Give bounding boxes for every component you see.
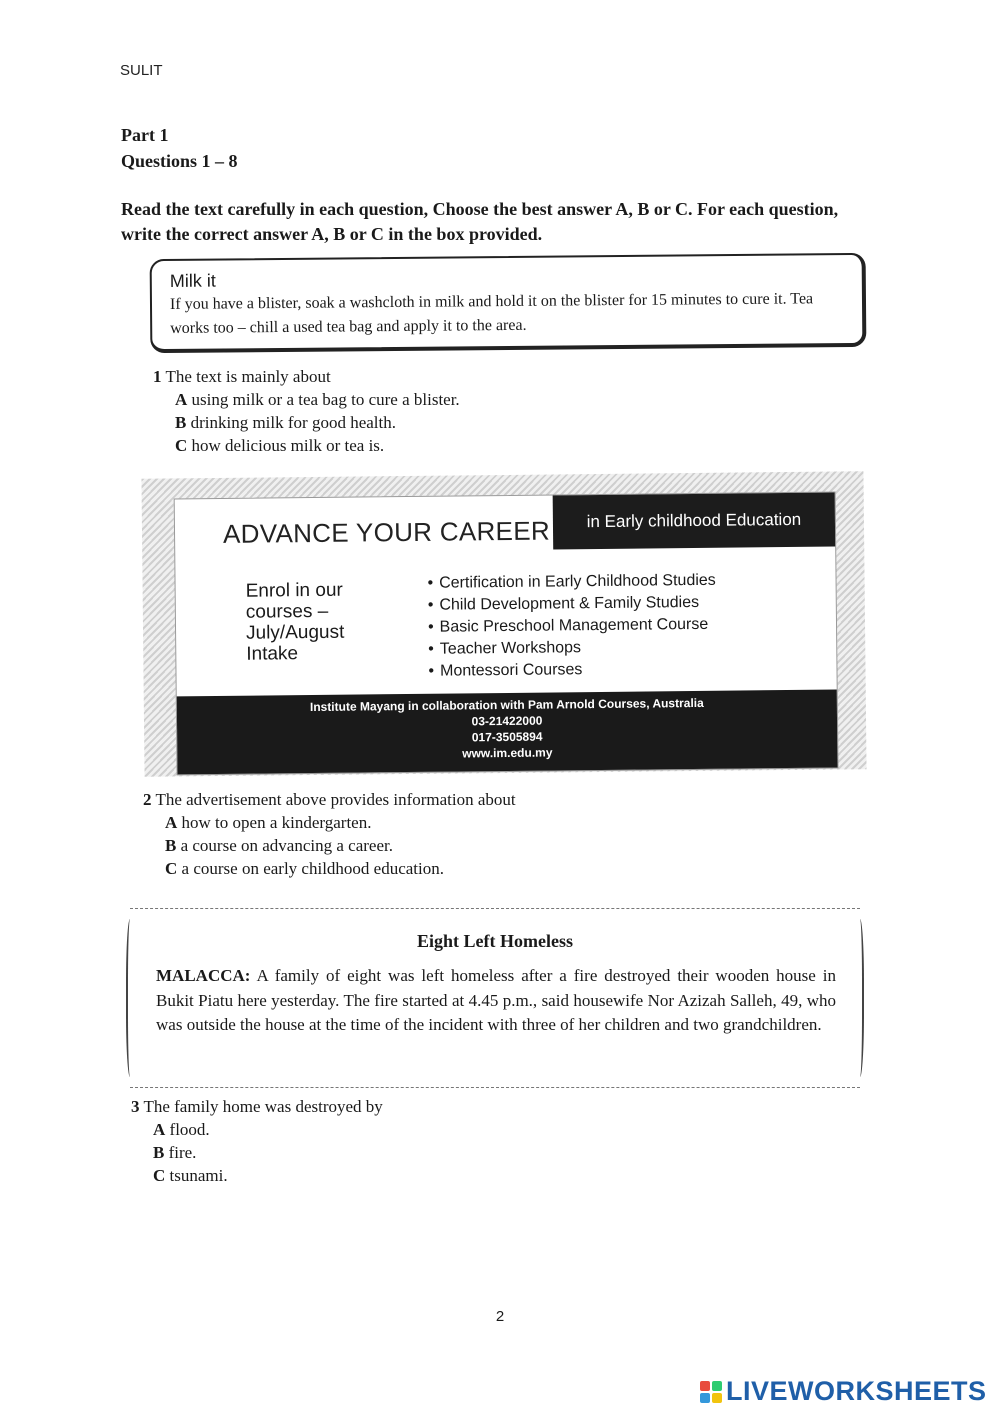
option-c[interactable]: C tsunami. — [153, 1166, 228, 1185]
advert-enrol-text: Enrol in our courses – July/August Intake — [245, 579, 345, 665]
news-body — [156, 964, 836, 1038]
question-stem: The family home was destroyed by — [143, 1097, 383, 1116]
questions-range: Questions 1 – 8 — [121, 151, 238, 171]
institute-name: Institute Mayang in collaboration with Pam Arnold Courses, Australia — [309, 695, 704, 715]
question-number: 2 — [143, 790, 152, 809]
news-headline: Eight Left Homeless — [417, 931, 573, 951]
question-1 — [153, 365, 460, 457]
news-text: A family of eight was left homeless after a fire destroyed their wooden house in Bukit Piatu here yesterday. The fire started at 4.45 p.m., said housewife Nor Azizah Salleh, 49, who was outside the house at the time of the incident with three of her children and two grandchildren. — [156, 966, 836, 1034]
milk-it-box — [150, 253, 867, 353]
part-title: Part 1 — [121, 125, 169, 145]
question-stem: The text is mainly about — [165, 367, 331, 386]
milk-box-body: If you have a blister, soak a washcloth in milk and hold it on the blister for 15 minutes to cure it. Tea works too – chill a used tea bag and apply it to the area. — [169, 290, 814, 337]
instructions: Read the text carefully in each question, Choose the best answer A, B or C. For each question, write the correct answer A, B or C in the box provided. — [121, 199, 839, 244]
milk-box-title: Milk it — [169, 270, 216, 291]
advert-footer — [177, 690, 838, 775]
question-2 — [143, 788, 516, 880]
question-number: 3 — [131, 1097, 140, 1116]
question-stem: The advertisement above provides information about — [155, 790, 516, 809]
section-heading — [121, 122, 238, 174]
option-b[interactable]: B a course on advancing a career. — [165, 836, 393, 855]
career-advertisement — [141, 471, 866, 777]
option-a[interactable]: A flood. — [153, 1120, 210, 1139]
option-c[interactable]: C a course on early childhood education. — [165, 859, 444, 878]
page-number: 2 — [495, 1308, 505, 1325]
option-c[interactable]: C how delicious milk or tea is. — [175, 436, 385, 455]
liveworksheets-brand[interactable] — [700, 1376, 987, 1407]
website: www.im.edu.my — [462, 745, 553, 761]
course-item: • Basic Preschool Management Course — [428, 614, 716, 639]
advert-panel — [174, 492, 839, 776]
option-a[interactable]: A using milk or a tea bag to cure a blister. — [175, 390, 460, 409]
advert-tagline: in Early childhood Education — [553, 493, 836, 550]
advert-headline: ADVANCE YOUR CAREER — [222, 515, 551, 549]
course-item: • Certification in Early Childhood Studies — [427, 570, 715, 595]
news-clipping — [130, 908, 860, 1088]
option-a[interactable]: A how to open a kindergarten. — [165, 813, 372, 832]
phone-2: 017-3505894 — [471, 729, 543, 745]
question-3 — [131, 1095, 383, 1187]
question-number: 1 — [153, 367, 162, 386]
course-item: • Teacher Workshops — [428, 636, 716, 661]
course-list — [427, 570, 716, 683]
liveworksheets-logo-icon — [700, 1381, 722, 1403]
option-b[interactable]: B fire. — [153, 1143, 197, 1162]
option-b[interactable]: B drinking milk for good health. — [175, 413, 396, 432]
course-item: • Child Development & Family Studies — [428, 592, 716, 617]
news-dateline: MALACCA: — [156, 966, 251, 985]
phone-1: 03-21422000 — [471, 713, 543, 729]
brand-name: LIVEWORKSHEETS — [726, 1376, 987, 1406]
classification-label: SULIT — [120, 62, 163, 79]
course-item: • Montessori Courses — [428, 658, 716, 683]
